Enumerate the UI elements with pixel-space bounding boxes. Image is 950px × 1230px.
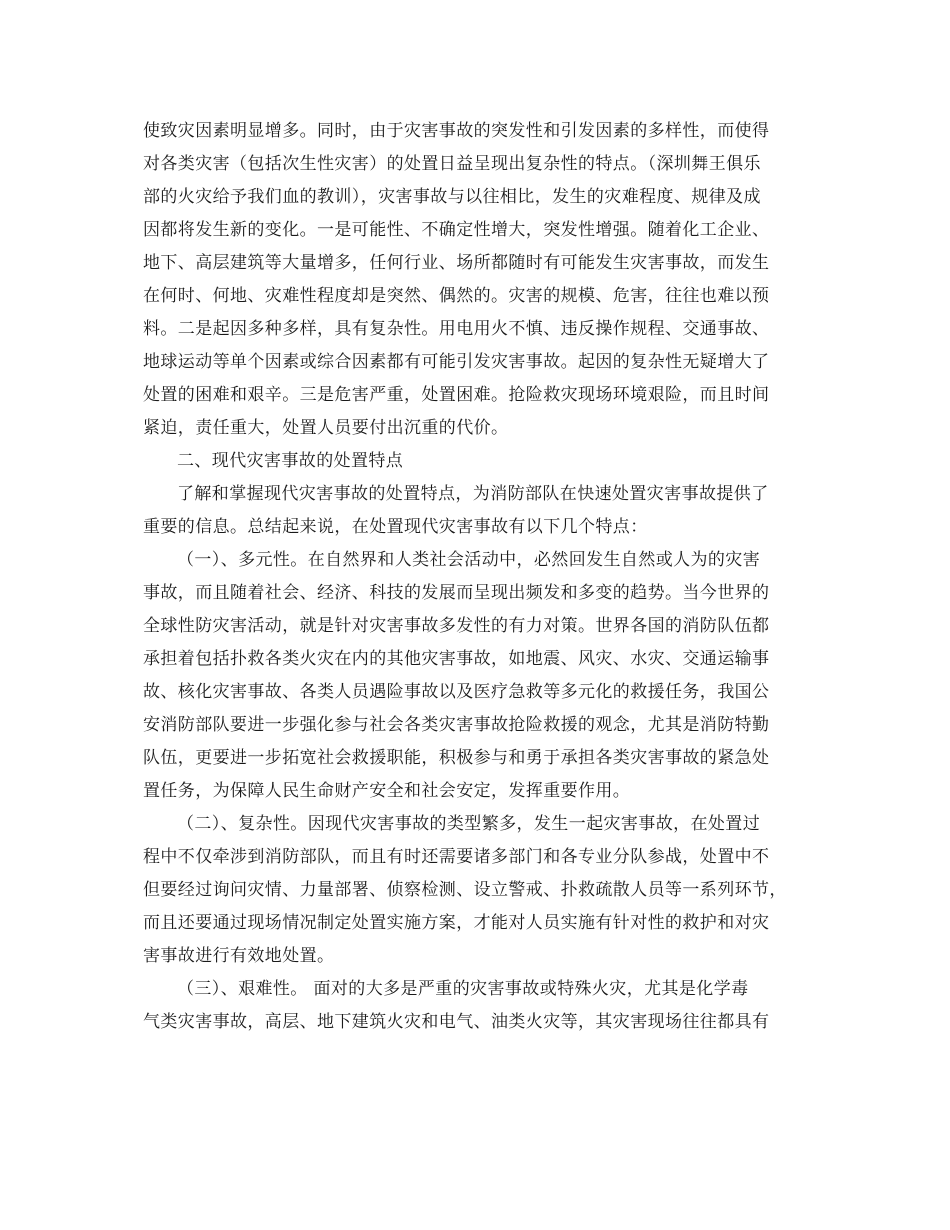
text-line: 故、核化灾害事故、各类人员遇险事故以及医疗急救等多元化的救援任务，我国公: [143, 682, 770, 702]
text-line: 重要的信息。总结起来说，在处置现代灾害事故有以下几个特点：: [143, 517, 648, 537]
text-line: 而且还要通过现场情况制定处置实施方案，才能对人员实施有针对性的救护和对灾: [143, 913, 770, 933]
text-line: 在何时、何地、灾难性程度却是突然、偶然的。灾害的规模、危害，往往也难以预: [143, 286, 770, 306]
text-line: 了解和掌握现代灾害事故的处置特点，为消防部队在快速处置灾害事故提供了: [177, 484, 769, 504]
text-line: 处置的困难和艰辛。三是危害严重，处置困难。抢险救灾现场环境艰险，而且时间: [143, 385, 770, 405]
text-line: 地下、高层建筑等大量增多，任何行业、场所都随时有可能发生灾害事故，而发生: [143, 253, 770, 273]
text-line: 地球运动等单个因素或综合因素都有可能引发灾害事故。起因的复杂性无疑增大了: [143, 352, 770, 372]
text-line: 承担着包括扑救各类火灾在内的其他灾害事故，如地震、风灾、水灾、交通运输事: [143, 649, 770, 669]
text-line: 队伍，更要进一步拓宽社会救援职能，积极参与和勇于承担各类灾害事故的紧急处: [143, 748, 770, 768]
text-line: 使致灾因素明显增多。同时，由于灾害事故的突发性和引发因素的多样性，而使得: [143, 121, 770, 141]
text-line: 全球性防灾害活动，就是针对灾害事故多发性的有力对策。世界各国的消防队伍都: [143, 616, 770, 636]
text-line: （二）、复杂性。因现代灾害事故的类型繁多，发生一起灾害事故，在处置过: [177, 814, 761, 834]
text-line: （一）、多元性。在自然界和人类社会活动中，必然回发生自然或人为的灾害: [177, 550, 761, 570]
section-heading: [143, 445, 823, 478]
text-line: 事故，而且随着社会、经济、科技的发展而呈现出频发和多变的趋势。当今世界的: [143, 583, 770, 603]
text-line: 部的火灾给予我们血的教训），灾害事故与以往相比，发生的灾难程度、规律及成: [143, 187, 761, 207]
text-line: 因都将发生新的变化。一是可能性、不确定性增大，突发性增强。随着化工企业、: [143, 220, 770, 240]
paragraph: [143, 478, 823, 544]
text-line: 紧迫，责任重大，处置人员要付出沉重的代价。: [143, 418, 509, 438]
heading-line: 二、现代灾害事故的处置特点: [177, 451, 404, 471]
text-line: 置任务，为保障人民生命财产安全和社会安定，发挥重要作用。: [143, 781, 631, 801]
paragraph: [143, 115, 823, 445]
text-line: 气类灾害事故，高层、地下建筑火灾和电气、油类火灾等，其灾害现场往往都具有: [143, 1012, 770, 1032]
paragraph: [143, 973, 823, 1039]
text-line: 程中不仅牵涉到消防部队，而且有时还需要诸多部门和各专业分队参战，处置中不: [143, 847, 770, 867]
text-line: 但要经过询问灾情、力量部署、侦察检测、设立警戒、扑救疏散人员等一系列环节，: [143, 880, 787, 900]
text-line: 安消防部队要进一步强化参与社会各类灾害事故抢险救援的观念，尤其是消防特勤: [143, 715, 770, 735]
paragraph: [143, 808, 823, 973]
text-line: 对各类灾害（包括次生性灾害）的处置日益呈现出复杂性的特点。（深圳舞王俱乐: [143, 154, 761, 174]
text-line: 料。二是起因多种多样，具有复杂性。用电用火不慎、违反操作规程、交通事故、: [143, 319, 770, 339]
text-line: 害事故进行有效地处置。: [143, 946, 335, 966]
paragraph: [143, 544, 823, 808]
document-body: [143, 115, 823, 1039]
text-line: （三）、艰难性。 面对的大多是严重的灾害事故或特殊火灾，尤其是化学毒: [177, 979, 749, 999]
